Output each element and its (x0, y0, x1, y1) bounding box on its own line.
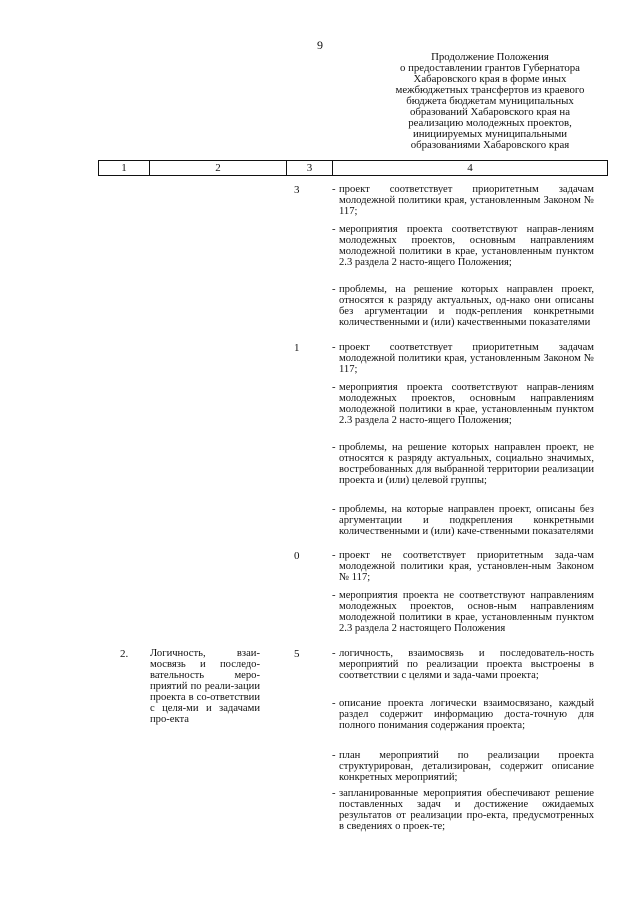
criterion-text: Логичность, взаи-мосвязь и последо-вательность меро-приятий по реали-зации проекта в со-ответствии с целя-ми и задачами про-екта (150, 648, 260, 725)
list-item-text: мероприятия проекта не соответствуют направлениям молодежных проектов, основ-ным направлениям молодежной политики в крае, установленным пунктом 2.3 раздела 2 настоящего Положения (339, 590, 594, 634)
list-item: - проект соответствует приоритетным задачам молодежной политики края, установленным Законом № 117; (332, 342, 594, 375)
list-item-text: проект не соответствует приоритетным зада-чам молодежной политики края, установлен-ным Законом № 117; (339, 550, 594, 583)
list-item: - проблемы, на решение которых направлен проект, относятся к разряду актуальных, од-нако они описаны без аргументации и подк-репления конкретными количественными и (или) качественными показателями (332, 284, 594, 328)
row-number: 2. (120, 648, 129, 660)
document-header (372, 52, 608, 151)
header-line: бюджета бюджетам муниципальных (406, 95, 574, 107)
column-header-3: 3 (287, 161, 333, 175)
list-item: - мероприятия проекта соответствуют направ-лениям молодежных проектов, основным направлениям молодежной политики в крае, установленным пунктом 2.3 раздела 2 насто-ящего Положения; (332, 382, 594, 426)
column-header-1: 1 (99, 161, 150, 175)
list-item: - проблемы, на которые направлен проект, описаны без аргументации и подкрепления конкретными количественными и (или) каче-ственными показателями (332, 504, 594, 537)
list-item-text: мероприятия проекта соответствуют направ-лениям молодежных проектов, основным направлениям молодежной политики в крае, установленным пунктом 2.3 раздела 2 насто-ящего Положения; (339, 382, 594, 426)
list-item-text: план мероприятий по реализации проекта структурирован, детализирован, содержит описание конкретных мероприятий; (339, 750, 594, 783)
list-item-text: проблемы, на решение которых направлен проект, не относятся к разряду актуальных, социально значимых, востребованных для выбранной территории реализации проекта и (или) целевой группы; (339, 442, 594, 486)
score-value: 0 (294, 550, 300, 562)
list-item-text: проблемы, на которые направлен проект, описаны без аргументации и подкрепления конкретными количественными и (или) каче-ственными показателями (339, 504, 594, 537)
list-item: - запланированные мероприятия обеспечивают решение поставленных задач и достижение ожидаемых результатов от реализации про-екта, предусмотренных в сведениях о проек-те; (332, 788, 594, 832)
page-number: 9 (317, 38, 323, 52)
header-line: образований Хабаровского края на (410, 106, 570, 118)
header-line: реализацию молодежных проектов, (408, 117, 572, 129)
list-item: - проблемы, на решение которых направлен проект, не относятся к разряду актуальных, социально значимых, востребованных для выбранной территории реализации проекта и (или) целевой группы; (332, 442, 594, 486)
list-item-text: проблемы, на решение которых направлен проект, относятся к разряду актуальных, од-нако они описаны без аргументации и подк-репления конкретными количественными и (или) качественными показателями (339, 284, 594, 328)
header-line: межбюджетных трансфертов из краевого (395, 84, 585, 96)
list-item: - проект соответствует приоритетным задачам молодежной политики края, установленным Законом № 117; (332, 184, 594, 217)
list-item-text: мероприятия проекта соответствуют направ-лениям молодежных проектов, основным направлениям молодежной политики в крае, установленным пунктом 2.3 раздела 2 насто-ящего Положения; (339, 224, 594, 268)
list-item: - мероприятия проекта не соответствуют направлениям молодежных проектов, основ-ным направлениям молодежной политики в крае, установленным пунктом 2.3 раздела 2 настоящего Положения (332, 590, 594, 634)
score-value: 1 (294, 342, 300, 354)
list-item-text: проект соответствует приоритетным задачам молодежной политики края, установленным Законом № 117; (339, 342, 594, 375)
table-header-row (98, 160, 608, 176)
header-line: Хабаровского края в форме иных (413, 73, 567, 85)
list-item: - проект не соответствует приоритетным зада-чам молодежной политики края, установлен-ным Законом № 117; (332, 550, 594, 583)
list-item-text: описание проекта логически взаимосвязано, каждый раздел содержит информацию доста-точную для полного понимания содержания проекта; (339, 698, 594, 731)
list-item: - описание проекта логически взаимосвязано, каждый раздел содержит информацию доста-точную для полного понимания содержания проекта; (332, 698, 594, 731)
list-item: - план мероприятий по реализации проекта структурирован, детализирован, содержит описание конкретных мероприятий; (332, 750, 594, 783)
header-line: образованиями Хабаровского края (410, 139, 570, 151)
score-value: 5 (294, 648, 300, 660)
header-line: о предоставлении грантов Губернатора (400, 62, 580, 74)
list-item-text: логичность, взаимосвязь и последователь-ность мероприятий по реализации проекта выстроены в соответствии с целями и зада-чами проекта; (339, 648, 594, 681)
list-item-text: запланированные мероприятия обеспечивают решение поставленных задач и достижение ожидаемых результатов от реализации про-екта, предусмотренных в сведениях о проек-те; (339, 788, 594, 832)
score-value: 3 (294, 184, 300, 196)
header-line: инициируемых муниципальными (412, 128, 568, 140)
header-line: Продолжение Положения (431, 51, 549, 63)
column-header-4: 4 (467, 162, 473, 174)
list-item: - логичность, взаимосвязь и последователь-ность мероприятий по реализации проекта выстроены в соответствии с целями и зада-чами проекта; (332, 648, 594, 681)
column-header-2: 2 (150, 161, 287, 175)
list-item-text: проект соответствует приоритетным задачам молодежной политики края, установленным Законом № 117; (339, 184, 594, 217)
list-item: - мероприятия проекта соответствуют направ-лениям молодежных проектов, основным направлениям молодежной политики в крае, установленным пунктом 2.3 раздела 2 насто-ящего Положения; (332, 224, 594, 268)
